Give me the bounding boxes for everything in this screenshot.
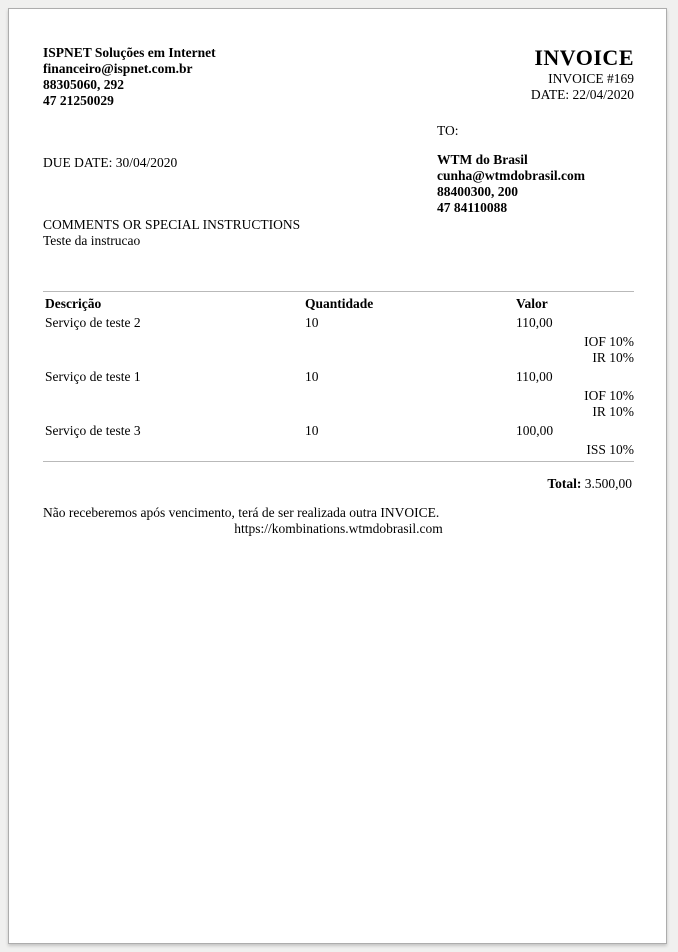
recipient-phone: 47 84110088 xyxy=(437,200,508,215)
tax-label: IR 10% xyxy=(592,350,634,365)
table-row xyxy=(43,366,636,388)
invoice-page xyxy=(8,8,667,944)
item-quantity: 10 xyxy=(305,423,319,438)
tax-label: ISS 10% xyxy=(586,442,634,457)
recipient-column xyxy=(437,109,634,249)
invoice-parties-row xyxy=(43,109,634,249)
item-description: Serviço de teste 1 xyxy=(45,369,141,384)
invoice-title: INVOICE xyxy=(534,45,634,70)
tax-label: IOF 10% xyxy=(584,334,634,349)
tax-label: IR 10% xyxy=(592,404,634,419)
comments-label: COMMENTS OR SPECIAL INSTRUCTIONS xyxy=(43,217,301,232)
item-quantity: 10 xyxy=(305,315,319,330)
tax-line xyxy=(43,442,636,458)
column-header-value: Valor xyxy=(516,296,548,311)
tax-line xyxy=(43,404,636,420)
table-bottom-rule xyxy=(43,461,634,462)
total-value: 3.500,00 xyxy=(584,476,632,491)
recipient-name: WTM do Brasil xyxy=(437,152,528,167)
seller-info xyxy=(43,45,216,109)
tax-line xyxy=(43,350,636,366)
comments-section xyxy=(43,217,437,249)
item-value: 110,00 xyxy=(516,315,553,330)
table-row xyxy=(43,420,636,442)
table-row xyxy=(43,312,636,334)
tax-label: IOF 10% xyxy=(584,388,634,403)
comments-text: Teste da instrucao xyxy=(43,233,141,248)
column-header-description: Descrição xyxy=(45,296,102,311)
column-header-quantity: Quantidade xyxy=(305,296,374,311)
item-description: Serviço de teste 3 xyxy=(45,423,141,438)
invoice-heading xyxy=(531,45,634,103)
footer-url: https://kombinations.wtmdobrasil.com xyxy=(234,521,443,536)
left-column xyxy=(43,109,437,249)
total-line xyxy=(43,476,634,492)
seller-phone: 47 21250029 xyxy=(43,93,114,108)
item-value: 100,00 xyxy=(516,423,554,438)
seller-name: ISPNET Soluções em Internet xyxy=(43,45,216,60)
invoice-header-row xyxy=(43,45,634,109)
recipient-address: 88400300, 200 xyxy=(437,184,518,199)
table-header-row xyxy=(43,292,636,312)
item-description: Serviço de teste 2 xyxy=(45,315,141,330)
total-label: Total: xyxy=(547,476,582,491)
recipient-info xyxy=(437,152,634,216)
tax-line xyxy=(43,334,636,350)
invoice-date: DATE: 22/04/2020 xyxy=(530,87,634,102)
item-value: 110,00 xyxy=(516,369,553,384)
footer-note: Não receberemos após vencimento, terá de ser realizada outra INVOICE. xyxy=(43,505,440,520)
recipient-email: cunha@wtmdobrasil.com xyxy=(437,168,585,183)
seller-email: financeiro@ispnet.com.br xyxy=(43,61,193,76)
invoice-number: INVOICE #169 xyxy=(548,71,634,86)
item-quantity: 10 xyxy=(305,369,319,384)
seller-address: 88305060, 292 xyxy=(43,77,124,92)
tax-line xyxy=(43,388,636,404)
to-label: TO: xyxy=(437,123,459,138)
due-date: DUE DATE: 30/04/2020 xyxy=(43,155,178,170)
items-table xyxy=(43,292,636,458)
